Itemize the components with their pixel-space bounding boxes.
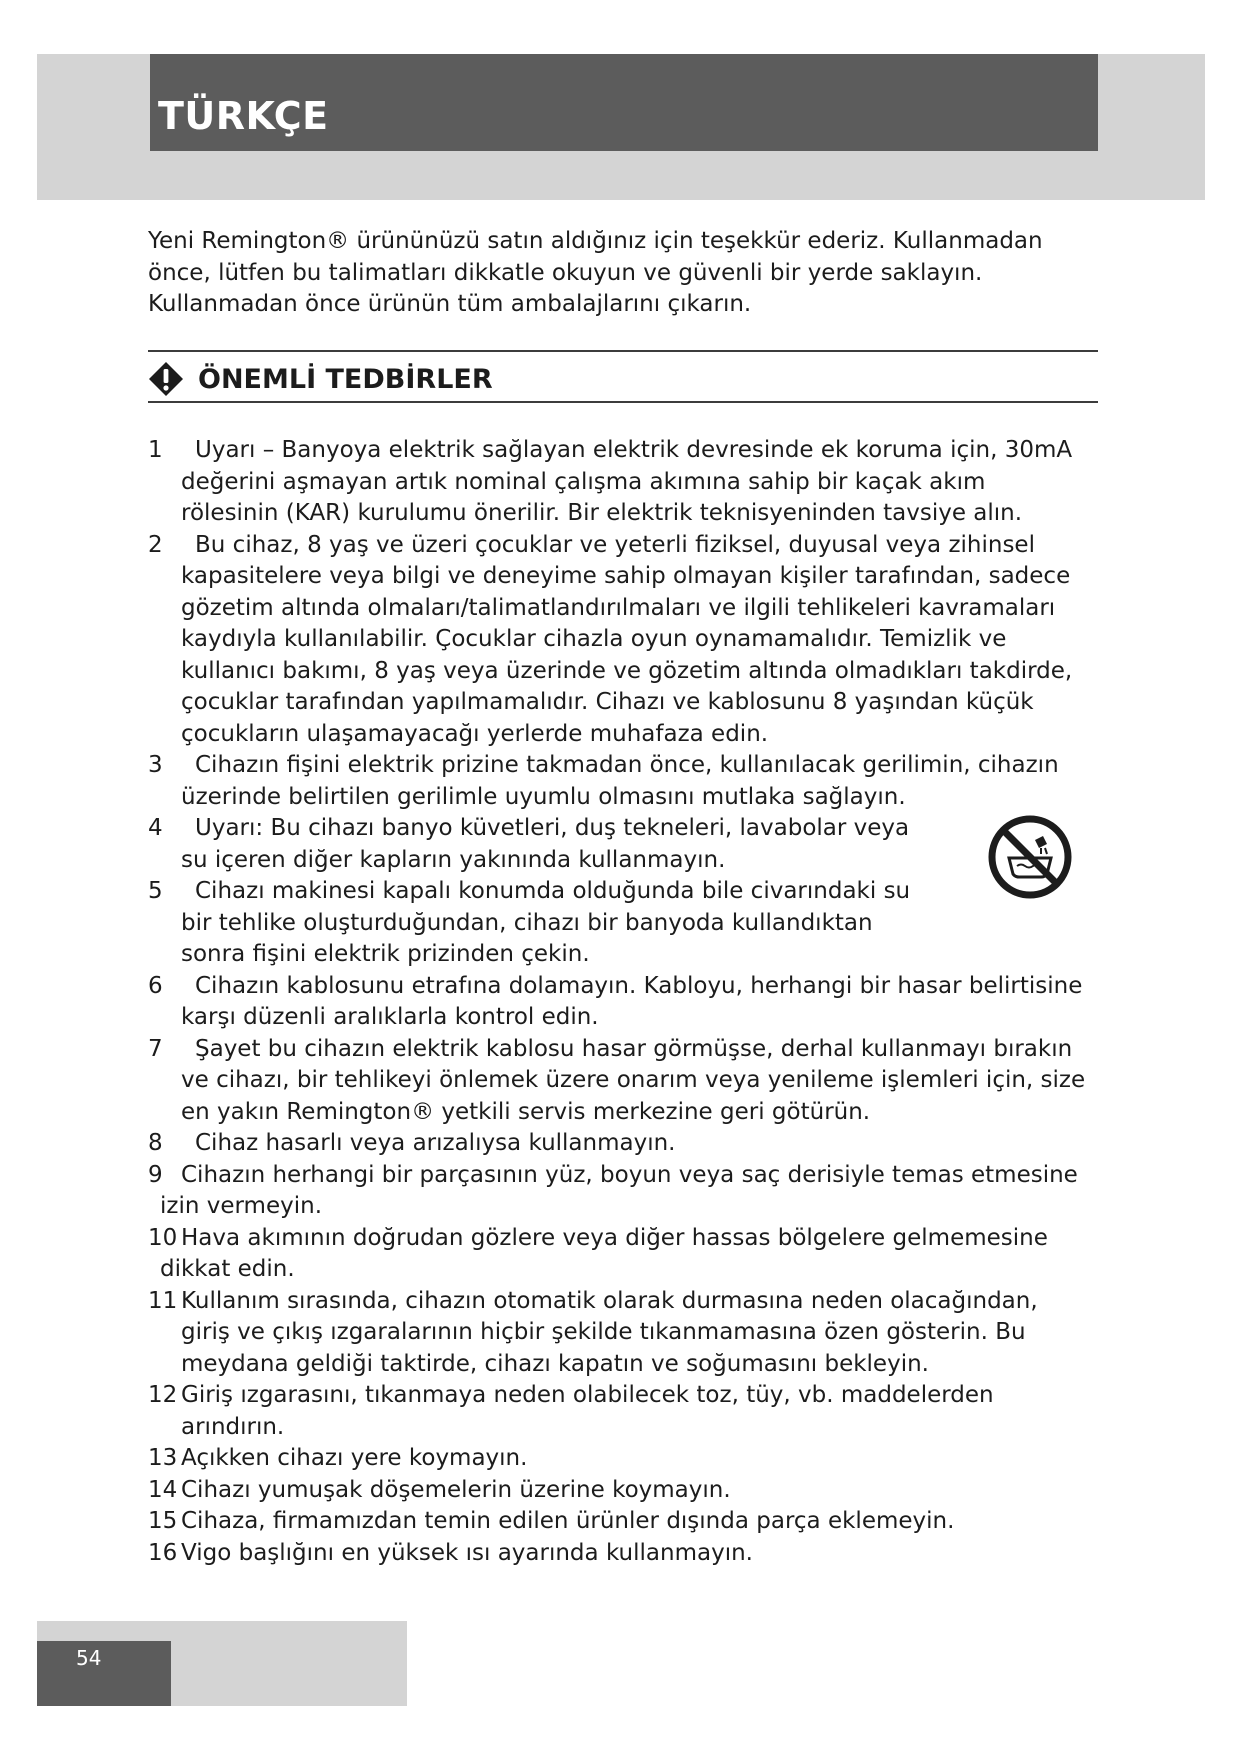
item-number: 14 <box>148 1476 178 1503</box>
intro-paragraph: Yeni Remington® ürününüzü satın aldığınız için teşekkür ederiz. Kullanmadan önce, lütfen bu talimatları dikkatle okuyun ve güvenli bir yerde saklayın. Kullanmadan önce ürünün tüm ambalajlarını çıkarın. <box>148 228 1043 317</box>
footer-page-tab <box>37 1641 171 1706</box>
item-text: Kullanım sırasında, cihazın otomatik olarak durmasına neden olacağından, giriş ve çıkış ızgaralarının hiçbir şekilde tıkanmamasına özen gösterin. Bu meydana geldiği taktirde, cihazı kapatın ve soğumasını bekleyin. <box>181 1287 1038 1377</box>
list-item <box>148 813 1088 876</box>
list-item <box>148 971 1088 1034</box>
list-item <box>148 435 1088 530</box>
item-text: Uyarı: Bu cihazı banyo küvetleri, duş tekneleri, lavabolar veya su içeren diğer kapların yakınında kullanmayın. <box>181 815 910 873</box>
item-number: 8 <box>148 1130 163 1156</box>
item-text: Cihazın herhangi bir parçasının yüz, boyun veya saç derisiyle temas etmesine izin vermeyin. <box>160 1161 1078 1219</box>
item-text: Açıkken cihazı yere koymayın. <box>181 1445 528 1471</box>
list-item <box>148 1380 1088 1443</box>
list-item <box>148 1538 1088 1570</box>
item-number: 9 <box>148 1161 163 1188</box>
item-number: 11 <box>148 1287 178 1314</box>
item-text: Cihaz hasarlı veya arızalıysa kullanmayın. <box>195 1130 676 1156</box>
item-text: Cihazı makinesi kapalı konumda olduğunda bile civarındaki su bir tehlike oluşturduğundan, cihazı bir banyoda kullandıktan sonra fişini elektrik prizinden çekin. <box>181 878 911 967</box>
list-item <box>148 1286 1088 1381</box>
item-number: 15 <box>148 1508 178 1534</box>
item-number: 5 <box>148 878 163 904</box>
list-item <box>148 1443 1088 1475</box>
item-number: 13 <box>148 1445 178 1471</box>
list-item <box>148 1475 1088 1507</box>
section-heading <box>148 358 493 400</box>
item-number: 7 <box>148 1035 163 1062</box>
item-text: Giriş ızgarasını, tıkanmaya neden olabilecek toz, tüy, vb. maddelerden arındırın. <box>181 1382 994 1440</box>
page-number: 54 <box>76 1646 102 1670</box>
item-text: Vigo başlığını en yüksek ısı ayarında kullanmayın. <box>181 1539 753 1566</box>
item-number: 1 <box>148 437 163 463</box>
item-text: Cihazın kablosunu etrafına dolamayın. Kabloyu, herhangi bir hasar belirtisine karşı düzenli aralıklarla kontrol edin. <box>181 972 1083 1030</box>
list-item <box>148 530 1088 751</box>
item-number: 10 <box>148 1224 178 1251</box>
list-item <box>148 1506 1088 1538</box>
item-text: Hava akımının doğrudan gözlere veya diğer hassas bölgelere gelmemesine dikkat edin. <box>160 1224 1048 1282</box>
list-item <box>148 1034 1088 1129</box>
item-number: 12 <box>148 1382 178 1408</box>
page-title: TÜRKÇE <box>158 94 329 138</box>
list-item <box>148 1160 1088 1223</box>
item-number: 2 <box>148 531 163 558</box>
item-text: Cihazı yumuşak döşemelerin üzerine koymayın. <box>181 1476 731 1503</box>
list-item <box>148 1223 1088 1286</box>
warning-diamond-icon <box>148 361 184 397</box>
item-number: 16 <box>148 1539 178 1566</box>
item-number: 4 <box>148 815 163 841</box>
section-rule-top <box>148 350 1098 352</box>
item-text: Cihazın fişini elektrik prizine takmadan önce, kullanılacak gerilimin, cihazın üzerinde belirtilen gerilimle uyumlu olmasını mutlaka sağlayın. <box>181 752 1059 810</box>
item-text: Cihaza, firmamızdan temin edilen ürünler dışında parça eklemeyin. <box>181 1508 955 1534</box>
precautions-list <box>148 435 1088 1569</box>
no-use-near-bathtub-icon <box>987 814 1073 900</box>
section-rule-bottom <box>148 401 1098 403</box>
item-number: 6 <box>148 972 163 999</box>
item-text: Uyarı – Banyoya elektrik sağlayan elektrik devresinde ek koruma için, 30mA değerini aşmayan artık nominal çalışma akımına sahip bir kaçak akım rölesinin (KAR) kurulumu önerilir. Bir elektrik teknisyeninden tavsiye alın. <box>181 437 1073 526</box>
list-item <box>148 750 1088 813</box>
item-number: 3 <box>148 752 163 778</box>
item-text: Bu cihaz, 8 yaş ve üzeri çocuklar ve yeterli fiziksel, duyusal veya zihinsel kapasitelere veya bilgi ve deneyime sahip olmayan kişiler tarafından, sadece gözetim altında olmaları/talimatlandırılmaları ve ilgili tehlikeleri kavramaları kaydıyla kullanılabilir. Çocuklar cihazla oyun oynamamalıdır. Temizlik ve kullanıcı bakımı, 8 yaş veya üzerinde ve gözetim altında olmadıkları takdirde, çocuklar tarafından yapılmamalıdır. Cihazı ve kablosunu 8 yaşından küçük çocukların ulaşamayacağı yerlerde muhafaza edin. <box>181 531 1073 747</box>
section-title: ÖNEMLİ TEDBİRLER <box>198 363 493 395</box>
item-text: Şayet bu cihazın elektrik kablosu hasar görmüşse, derhal kullanmayı bırakın ve cihazı, bir tehlikeyi önlemek üzere onarım veya yenileme işlemleri için, size en yakın Remington® yetkili servis merkezine geri götürün. <box>181 1035 1086 1125</box>
list-item <box>148 1128 1088 1160</box>
list-item <box>148 876 1088 971</box>
